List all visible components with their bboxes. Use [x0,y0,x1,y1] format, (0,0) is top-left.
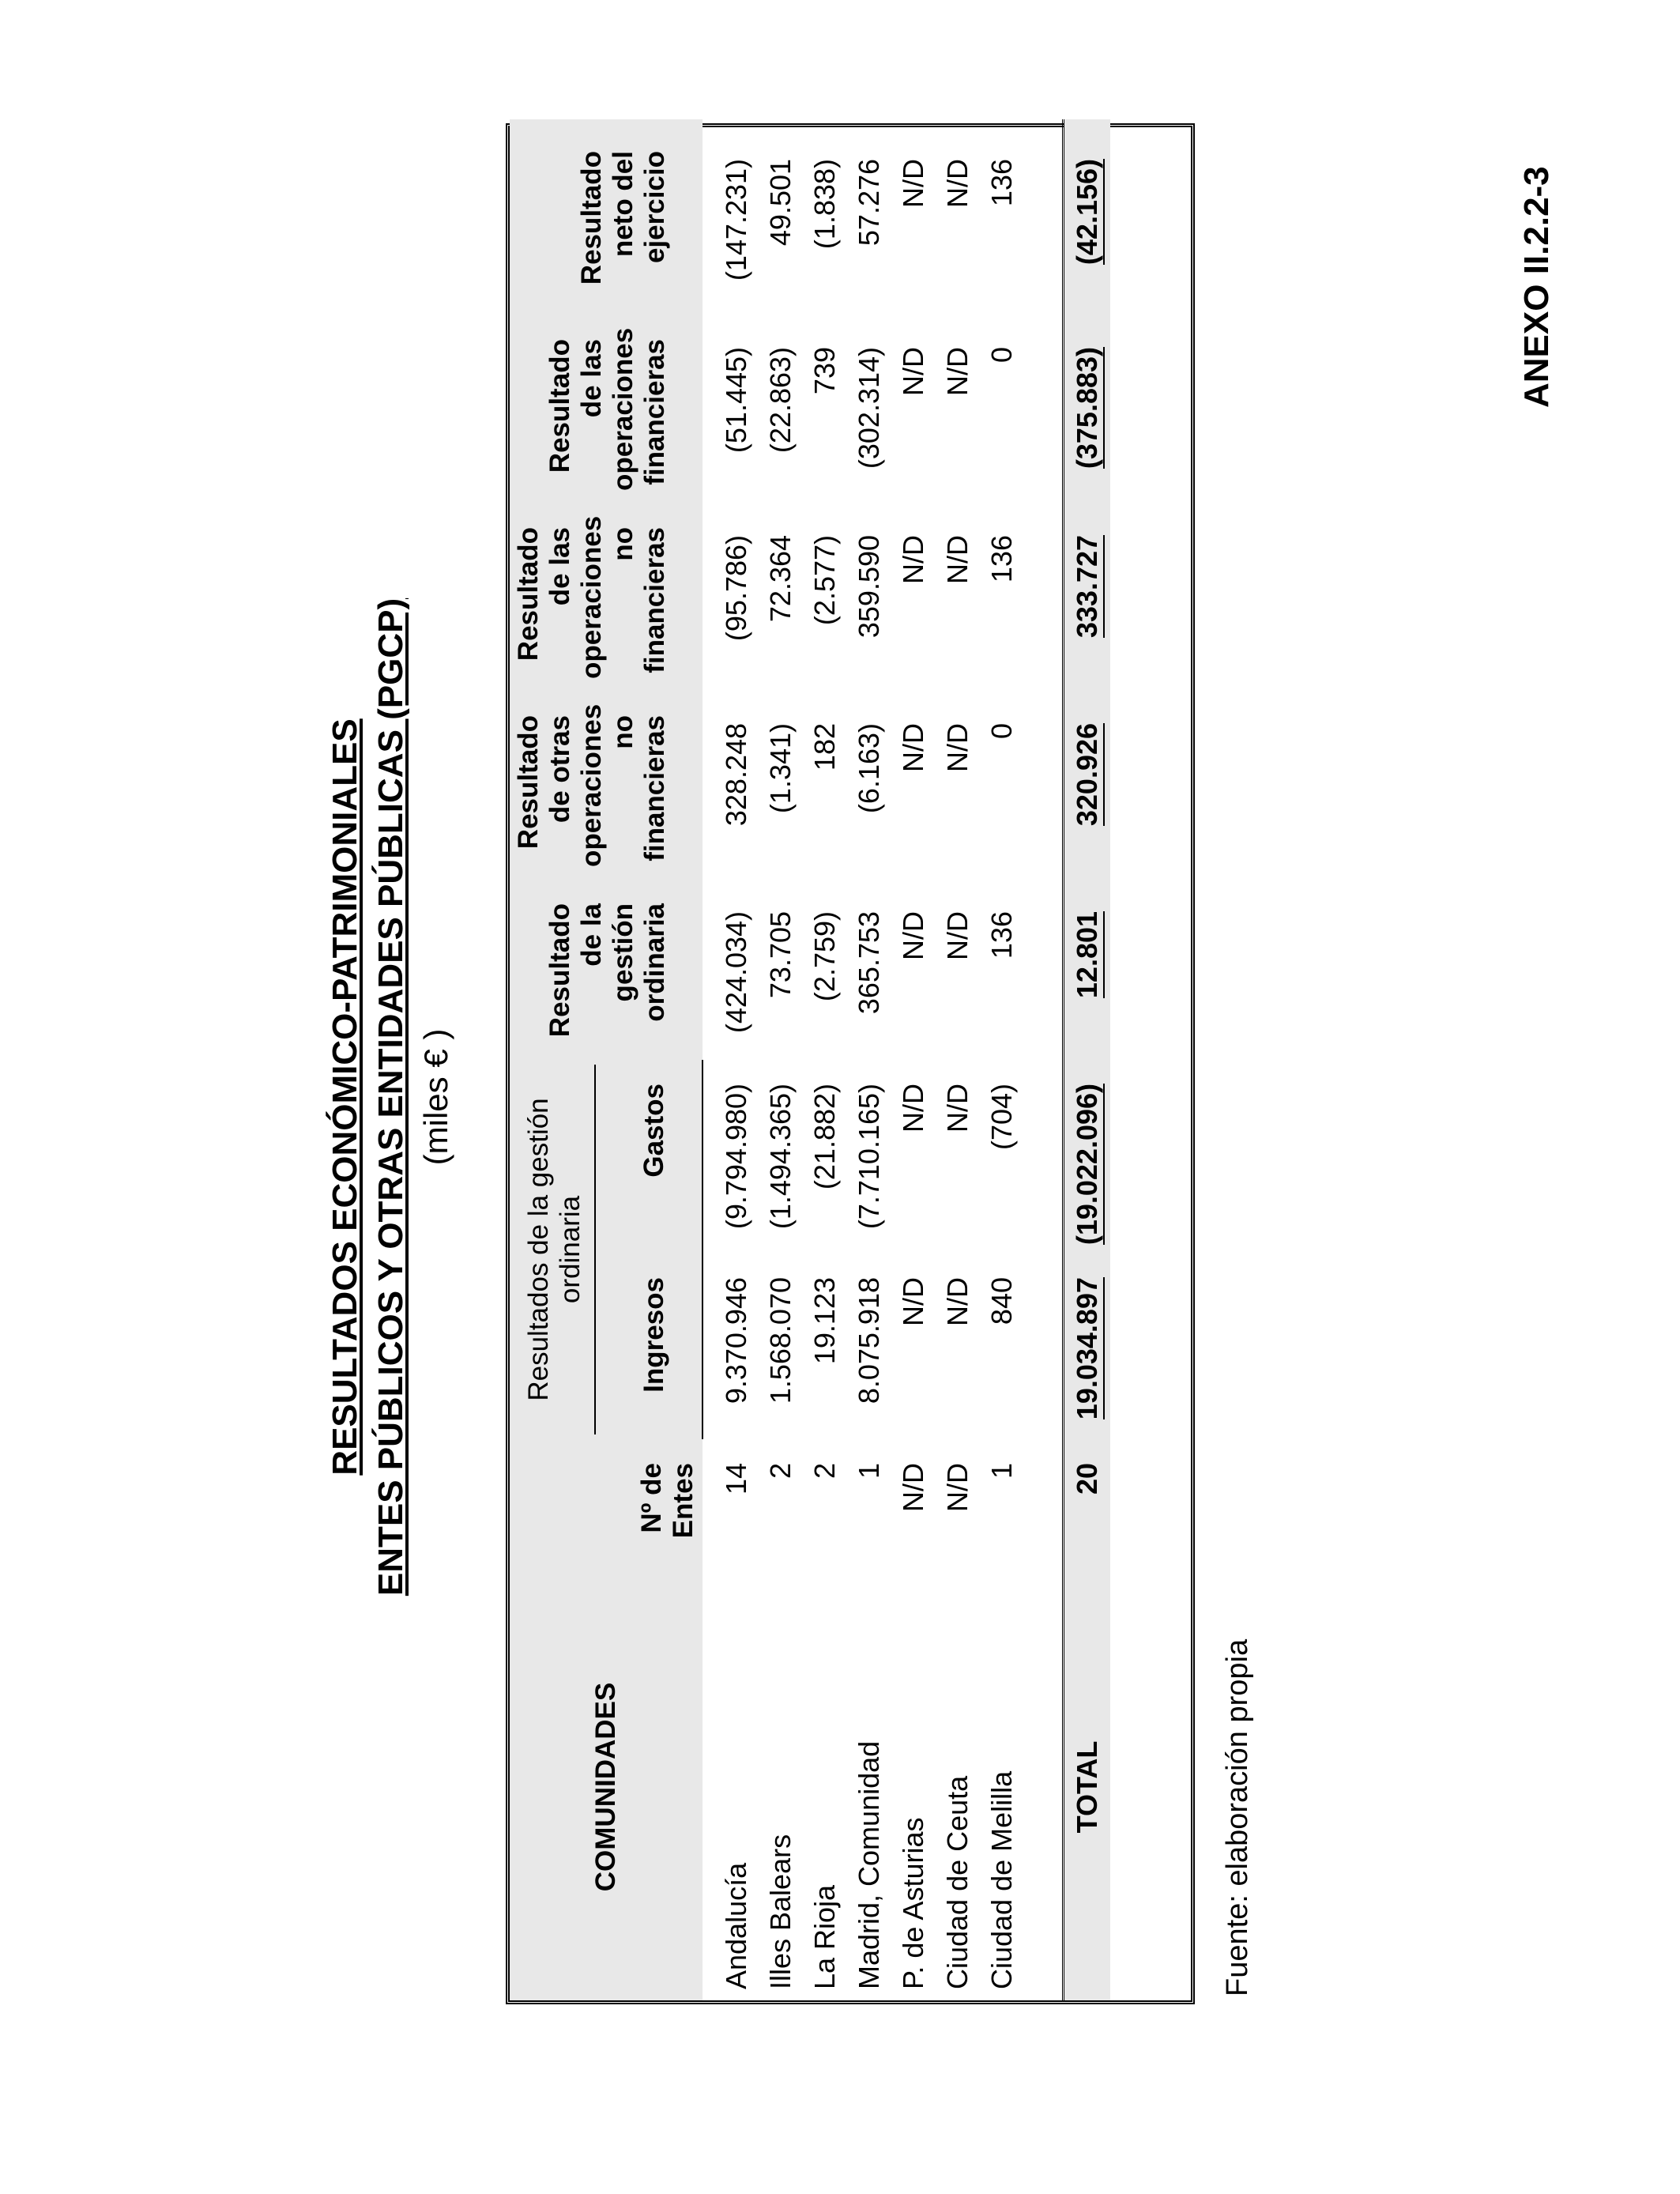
cell-res-op-no-fin: 136 [985,534,1018,583]
cell-res-op-fin: 739 [808,346,841,395]
cell-res-gestion: (2.759) [808,910,841,1002]
cell-gastos: (21.882) [808,1083,841,1190]
total-res-op-fin-cell [1064,307,1111,496]
table-row [980,119,1024,2000]
cell-ingresos: 1.568.070 [764,1277,797,1404]
cell-res-otras: 328.248 [719,722,752,827]
table-row [803,119,847,2000]
header-res-op-no-fin: Resultado de las operaciones no financieras [510,496,703,684]
cell-res-op-no-fin: 359.590 [853,534,885,639]
header-res-neto: Resultado neto del ejercicio [510,119,703,307]
header-comunidades: COMUNIDADES [510,1574,703,2000]
cell-n-entes: 2 [764,1463,797,1480]
total-n-entes: 20 [1064,1439,1111,1574]
cell-ingresos: N/D [941,1277,974,1326]
cell-ingresos: 19.123 [808,1277,841,1365]
cell-res-op-fin: (302.314) [853,346,885,469]
cell-res-op-no-fin: (2.577) [808,534,841,626]
cell-comunidad: Ciudad de Ceuta [941,1775,974,1989]
cell-ingresos: 9.370.946 [720,1277,752,1404]
cell-res-op-fin: (22.863) [764,346,797,454]
cell-gastos: (7.710.165) [853,1083,885,1230]
cell-comunidad: La Rioja [808,1884,841,1989]
cell-res-gestion: (424.034) [719,910,752,1034]
header-res-otras: Resultado de otras operaciones no financieras [510,684,703,872]
total-res-neto: (42.156) [1071,158,1103,266]
cell-res-otras: N/D [941,722,974,772]
cell-comunidad: Illes Balears [764,1834,797,1989]
spacer-row [1024,119,1064,2000]
header-gastos: Gastos [620,1060,703,1253]
cell-n-entes: 2 [808,1463,841,1480]
cell-res-op-no-fin: N/D [941,534,974,584]
total-gastos: (19.022.096) [1071,1083,1103,1246]
cell-res-neto: 57.276 [853,158,885,247]
cell-res-op-fin: (51.445) [719,346,752,454]
cell-n-entes: 1 [985,1463,1018,1480]
table-row [847,119,891,2000]
table-row [703,119,759,2000]
report-subtitle: ENTES PÚBLICOS Y OTRAS ENTIDADES PÚBLICAS (PGCP) [371,598,410,1596]
cell-ingresos: 840 [985,1277,1018,1325]
header-ingresos: Ingresos [620,1253,703,1439]
total-res-gestion-cell [1064,872,1111,1060]
total-gastos-cell [1064,1060,1111,1253]
cell-res-op-no-fin: N/D [897,534,929,584]
cell-n-entes: N/D [941,1463,974,1512]
cell-res-op-fin: 0 [985,346,1018,364]
cell-comunidad: P. de Asturias [897,1817,929,1989]
cell-ingresos: N/D [897,1277,929,1326]
cell-res-neto: 136 [985,158,1018,207]
cell-res-op-no-fin: (95.786) [719,534,752,642]
total-row [1064,119,1111,2000]
total-res-gestion: 12.801 [1071,910,1103,999]
cell-res-gestion: 365.753 [853,910,885,1015]
total-res-otras-cell [1064,684,1111,872]
cell-res-gestion: N/D [941,910,974,960]
cell-res-neto: N/D [941,158,974,208]
cell-res-otras: (6.163) [853,722,885,814]
cell-res-gestion: N/D [897,910,929,960]
cell-res-gestion: 73.705 [764,910,797,999]
results-table [510,119,1110,2000]
cell-res-neto: 49.501 [764,158,797,247]
unit-label: (miles € ) [417,1028,454,1166]
cell-comunidad: Andalucía [719,1862,752,1989]
cell-n-entes: 14 [719,1463,752,1495]
header-n-entes: Nº de Entes [510,1439,703,1574]
total-res-otras: 320.926 [1071,722,1103,827]
table-row [759,119,803,2000]
source-note: Fuente: elaboración propia [1221,1638,1254,1996]
header-res-gestion: Resultado de la gestión ordinaria [510,872,703,1060]
cell-gastos: N/D [941,1083,974,1133]
results-table-frame [506,123,1195,2004]
cell-res-otras: N/D [897,722,929,772]
cell-res-gestion: 136 [985,910,1018,959]
cell-n-entes: 1 [853,1463,885,1480]
total-label: TOTAL [1064,1574,1111,2000]
header-group-gestion-label: Resultados de la gestión ordinaria [523,1065,596,1434]
cell-gastos: (704) [985,1083,1018,1151]
cell-n-entes: N/D [897,1463,929,1512]
cell-comunidad: Ciudad de Melilla [985,1770,1018,1989]
table-row [891,119,936,2000]
cell-res-op-fin: N/D [897,346,929,396]
cell-res-otras: 182 [808,722,841,771]
total-res-op-fin: (375.883) [1071,346,1103,469]
cell-res-neto: N/D [897,158,929,208]
cell-comunidad: Madrid, Comunidad [853,1740,885,1989]
cell-res-neto: (1.838) [808,158,841,250]
report-title: RESULTADOS ECONÓMICO-PATRIMONIALES [326,718,364,1476]
cell-res-op-no-fin: 72.364 [764,534,797,623]
header-group-gestion [510,1060,620,1439]
annex-label: ANEXO II.2.2-3 [1517,166,1556,408]
cell-res-otras: 0 [985,722,1018,740]
total-ingresos: 19.034.897 [1071,1277,1103,1420]
cell-ingresos: 8.075.918 [853,1277,885,1404]
total-ingresos-cell [1064,1253,1111,1439]
total-res-op-no-fin: 333.727 [1071,534,1103,639]
table-row [936,119,980,2000]
total-res-neto-cell [1064,119,1111,307]
cell-gastos: N/D [897,1083,929,1133]
cell-res-otras: (1.341) [764,722,797,814]
cell-res-op-fin: N/D [941,346,974,396]
total-res-op-no-fin-cell [1064,496,1111,684]
cell-gastos: (1.494.365) [764,1083,797,1230]
cell-gastos: (9.794.980) [720,1083,752,1230]
cell-res-neto: (147.231) [719,158,752,281]
header-res-op-fin: Resultado de las operaciones financieras [510,307,703,496]
